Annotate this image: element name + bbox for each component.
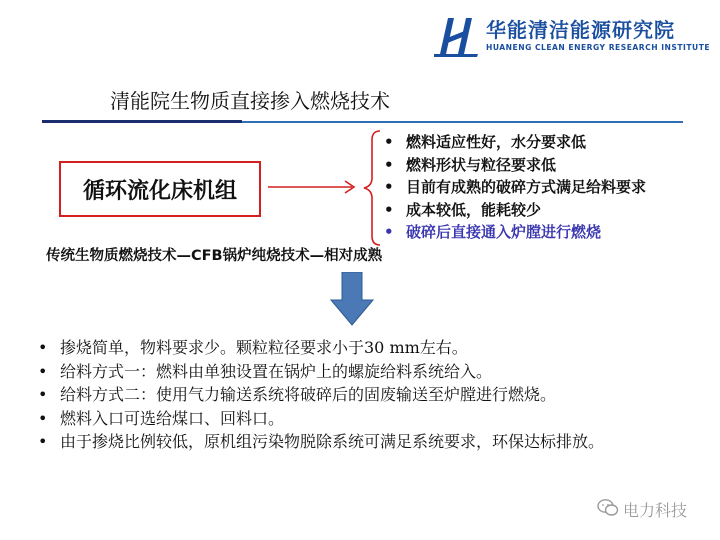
wechat-watermark	[597, 497, 717, 523]
tech-subtitle: 传统生物质燃烧技术—CFB锅炉纯烧技术—相对成熟	[46, 248, 383, 264]
huaneng-logo-icon	[434, 14, 478, 58]
feature-item: • 成本较低，能耗较少	[382, 199, 646, 222]
detail-item: • 掺烧简单，物料要求少。颗粒粒径要求小于30 mm左右。	[36, 336, 696, 360]
institute-name-cn: 华能清洁能源研究院	[486, 18, 675, 42]
title-rule-dark	[42, 120, 242, 123]
detail-item: • 由于掺烧比例较低，原机组污染物脱除系统可满足系统要求，环保达标排放。	[36, 430, 696, 454]
institute-name-en: HUANENG CLEAN ENERGY RESEARCH INSTITUTE	[486, 43, 711, 52]
title-rule-light	[242, 121, 683, 123]
cfb-unit-label: 循环流化床机组	[82, 178, 237, 204]
watermark-text: 电力科技	[623, 501, 688, 520]
cfb-unit-box	[59, 161, 261, 217]
feature-list	[382, 131, 646, 244]
arrow-down-icon	[330, 272, 374, 326]
detail-list	[36, 336, 696, 454]
feature-item: • 目前有成熟的破碎方式满足给料要求	[382, 176, 646, 199]
feature-item: • 燃料适应性好，水分要求低	[382, 131, 646, 154]
wechat-icon	[597, 498, 619, 518]
detail-item: • 给料方式一：燃料由单独设置在锅炉上的螺旋给料系统给入。	[36, 360, 696, 384]
feature-item: • 燃料形状与粒径要求低	[382, 154, 646, 177]
bracket-brace-icon	[360, 128, 384, 248]
feature-item-highlight: • 破碎后直接通入炉膛进行燃烧	[382, 221, 646, 244]
detail-item: • 燃料入口可选给煤口、回料口。	[36, 407, 696, 431]
arrow-right-icon	[268, 180, 362, 194]
slide-title: 清能院生物质直接掺入燃烧技术	[110, 89, 390, 113]
institute-logo	[434, 14, 711, 58]
detail-item: • 给料方式二：使用气力输送系统将破碎后的固废输送至炉膛进行燃烧。	[36, 383, 696, 407]
